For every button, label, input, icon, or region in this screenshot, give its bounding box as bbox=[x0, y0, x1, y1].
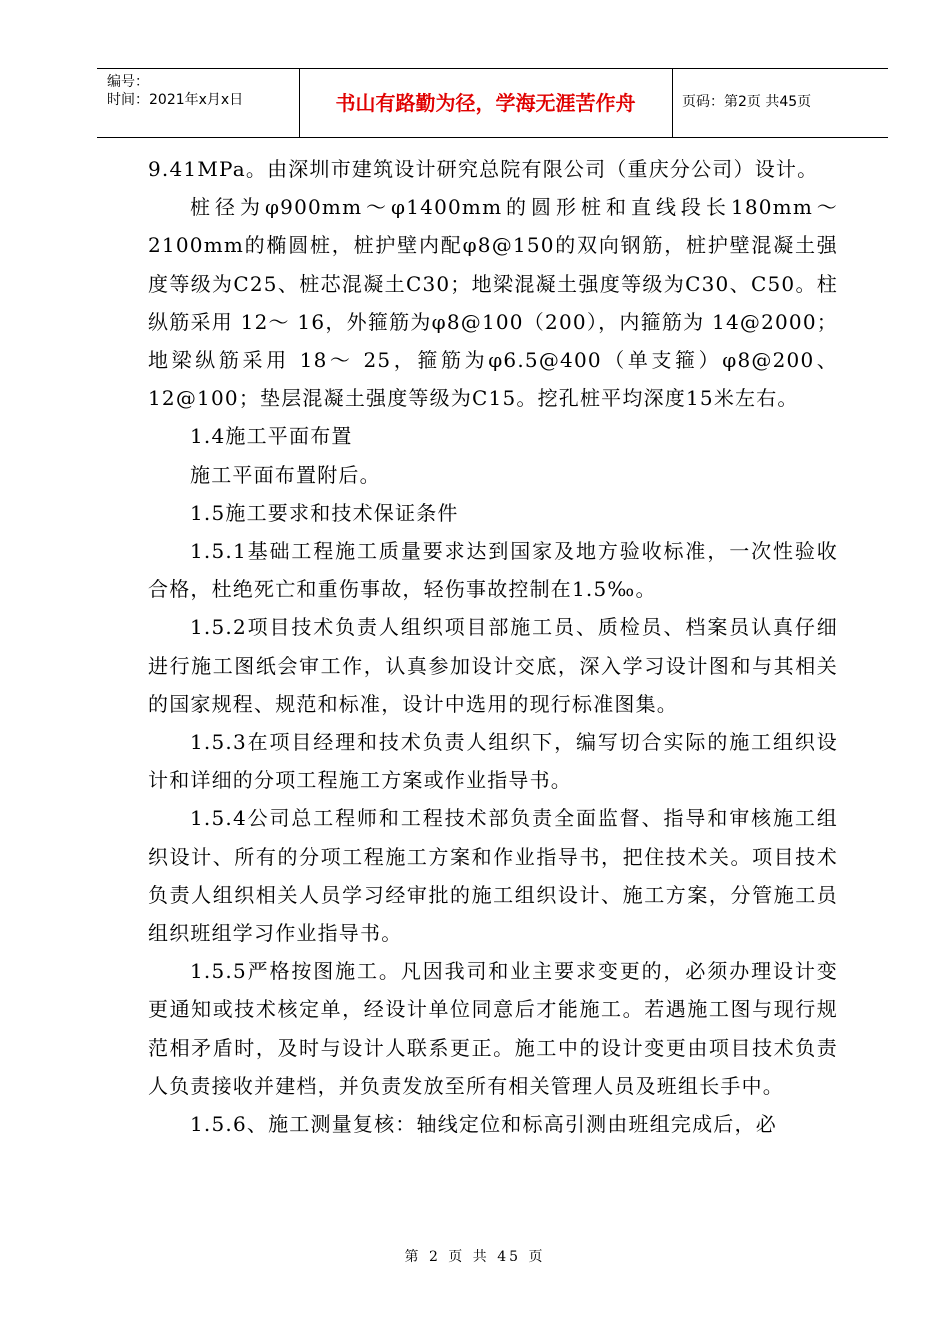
paragraph-1-5-6: 1.5.6、施工测量复核：轴线定位和标高引测由班组完成后，必 bbox=[190, 1112, 777, 1137]
page-footer: 第 2 页 共 45 页 bbox=[404, 1249, 546, 1265]
header-page-info: 页码：第2页 共45页 bbox=[682, 94, 812, 110]
paragraph-1-5-2: 1.5.2项目技术负责人组织项目部施工员、质检员、档案员认真仔细进行施工图纸会审工作，认真参加设计交底，深入学习设计图和与其相关的国家规程、规范和标准，设计中选用的现行标准图集。 bbox=[148, 615, 838, 716]
paragraph-1-5-4: 1.5.4公司总工程师和工程技术部负责全面监督、指导和审核施工组织设计、所有的分项工程施工方案和作业指导书，把住技术关。项目技术负责人组织相关人员学习经审批的施工组织设计、施工方案，分管施工员组织班组学习作业指导书。 bbox=[148, 806, 838, 946]
header-motto: 书山有路勤为径，学海无涯苦作舟 bbox=[335, 91, 636, 115]
paragraph-2: 桩径为φ900mm～φ1400mm的圆形桩和直线段长180mm～2100mm的椭圆桩，桩护壁内配φ8@150的双向钢筋，桩护壁混凝土强度等级为C25、桩芯混凝土C30；地梁混凝土强度等级为C30、C50。柱纵筋采用 12～ 16，外箍筋为φ8@100（200），内箍筋为 14@2000；地梁纵筋采用 18～ 25，箍筋为φ6.5@400（单支箍）φ8@200、 12@100；垫层混凝土强度等级为C15。挖孔桩平均深度15米左右。 bbox=[148, 195, 838, 411]
header-meta-cell bbox=[97, 69, 300, 137]
document-body bbox=[148, 150, 838, 1143]
paragraph-1: 9.41MPa。由深圳市建筑设计研究总院有限公司（重庆分公司）设计。 bbox=[148, 157, 819, 181]
paragraph-1-5-1: 1.5.1基础工程施工质量要求达到国家及地方验收标准，一次性验收合格，杜绝死亡和重伤事故，轻伤事故控制在1.5‰。 bbox=[148, 539, 838, 602]
paragraph-4: 施工平面布置附后。 bbox=[190, 462, 381, 487]
page-header bbox=[97, 68, 888, 138]
document-time-label: 时间：2021年x月x日 bbox=[107, 92, 244, 108]
section-heading-1-4: 1.4施工平面布置 bbox=[190, 424, 353, 449]
header-page-cell bbox=[672, 69, 888, 137]
header-motto-cell bbox=[299, 69, 673, 137]
document-number-label: 编号： bbox=[107, 74, 149, 90]
paragraph-1-5-3: 1.5.3在项目经理和技术负责人组织下，编写切合实际的施工组织设计和详细的分项工程施工方案或作业指导书。 bbox=[148, 730, 838, 793]
section-heading-1-5: 1.5施工要求和技术保证条件 bbox=[190, 500, 459, 525]
paragraph-1-5-5: 1.5.5严格按图施工。凡因我司和业主要求变更的，必须办理设计变更通知或技术核定单，经设计单位同意后才能施工。若遇施工图与现行规范相矛盾时，及时与设计人联系更正。施工中的设计变更由项目技术负责人负责接收并建档，并负责发放至所有相关管理人员及班组长手中。 bbox=[148, 959, 838, 1098]
